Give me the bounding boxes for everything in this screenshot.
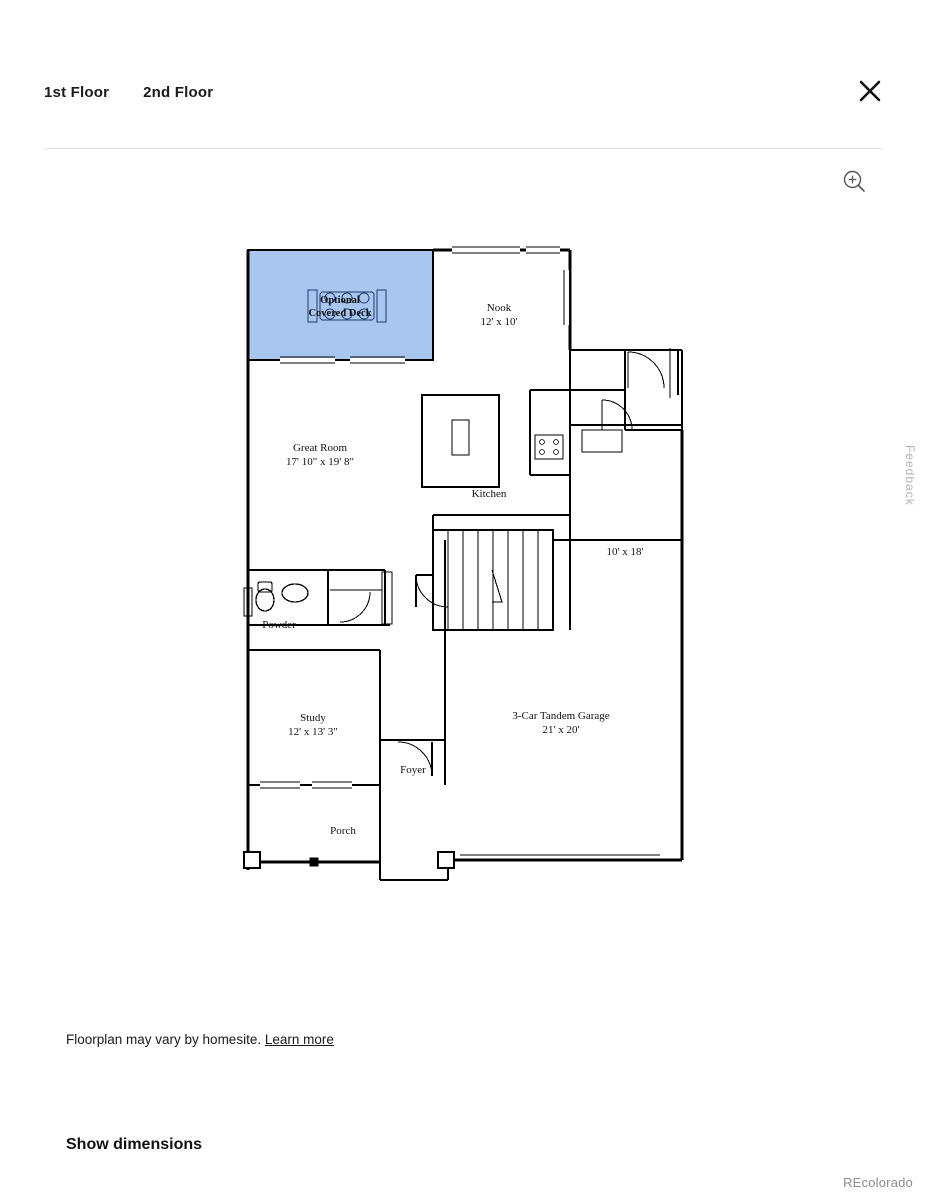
- room-label-nook: Nook 12' x 10': [480, 302, 518, 328]
- watermark: REcolorado: [843, 1175, 913, 1190]
- floorplan-image[interactable]: [230, 230, 700, 900]
- floorplan-disclaimer: [66, 1032, 334, 1047]
- room-label-powder: Powder: [262, 619, 296, 631]
- feedback-tab[interactable]: Feedback: [903, 445, 917, 506]
- room-label-optional-covered-deck: Optional Covered Deck: [308, 295, 372, 320]
- tab-1st-floor[interactable]: 1st Floor: [44, 83, 110, 101]
- zoom-in-icon[interactable]: [841, 168, 867, 194]
- room-label-kitchen: Kitchen: [471, 488, 507, 500]
- room-label-flex-space: 10' x 18': [606, 546, 644, 558]
- room-label-garage: 3-Car Tandem Garage 21' x 20': [512, 710, 610, 736]
- floor-tabs: [44, 62, 883, 122]
- header-divider: [44, 148, 883, 149]
- learn-more-link[interactable]: Learn more: [264, 1032, 334, 1047]
- room-label-foyer: Foyer: [400, 764, 426, 776]
- room-label-porch: Porch: [330, 825, 356, 837]
- room-label-great-room: Great Room 17' 10" x 19' 8": [286, 442, 354, 468]
- disclaimer-text: Floorplan may vary by homesite.: [66, 1032, 262, 1047]
- show-dimensions-button[interactable]: Show dimensions: [66, 1136, 203, 1153]
- close-icon[interactable]: [857, 78, 883, 104]
- room-label-study: Study 12' x 13' 3": [288, 712, 338, 738]
- tab-2nd-floor[interactable]: 2nd Floor: [143, 83, 214, 101]
